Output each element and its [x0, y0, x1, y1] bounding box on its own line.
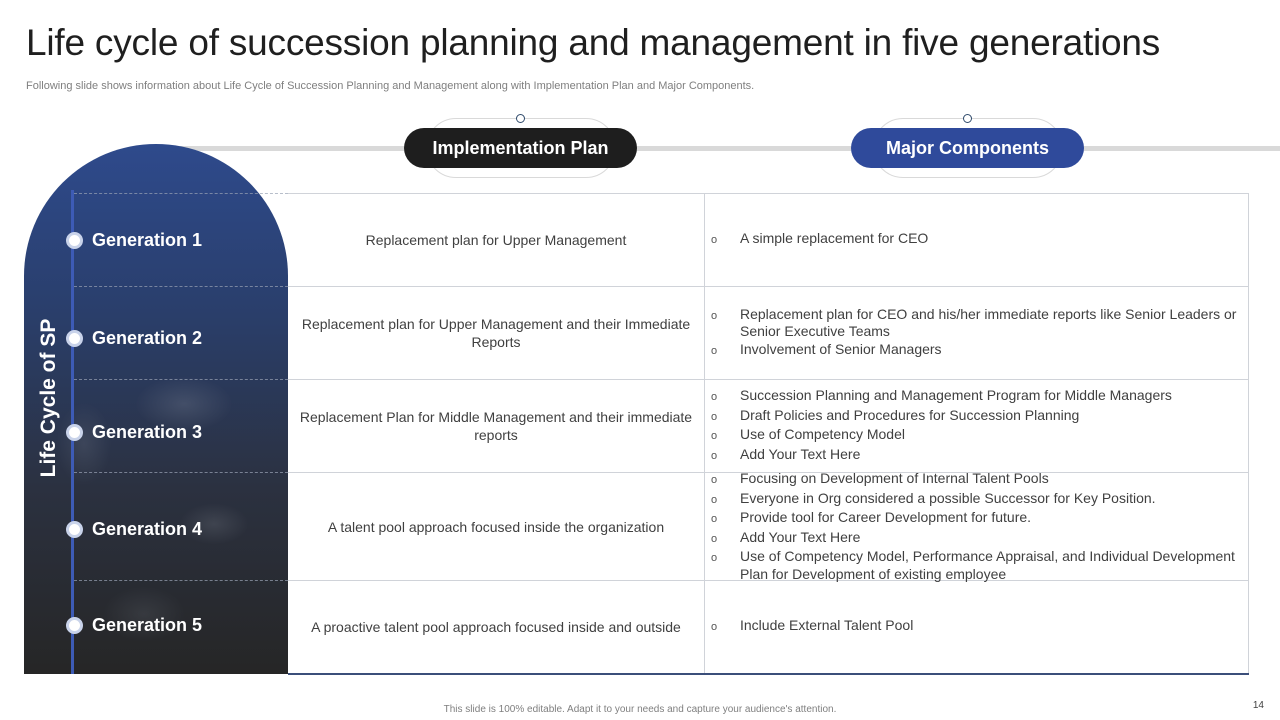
slide-footer-note: This slide is 100% editable. Adapt it to your needs and capture your audience's attention.: [443, 704, 837, 715]
bullet-icon: o: [711, 430, 718, 442]
slide-subtitle: Following slide shows information about Life Cycle of Succession Planning and Management along with Implementation Plan and Major Components.: [26, 80, 755, 92]
implementation-cell: Replacement Plan for Middle Management and their immediate reports: [288, 380, 705, 472]
table-row: [288, 380, 1249, 473]
components-cell: [705, 380, 1249, 472]
table-row: [288, 581, 1249, 675]
generation-label: Generation 5: [92, 614, 203, 635]
page-number: 14: [1252, 700, 1264, 711]
bullet-icon: o: [711, 621, 718, 634]
generation-separator: [74, 286, 288, 287]
table-row: [288, 287, 1249, 380]
generation-separator: [74, 379, 288, 380]
implementation-cell: A talent pool approach focused inside the organization: [288, 473, 705, 580]
component-item: [711, 617, 1245, 637]
component-text: Draft Policies and Procedures for Succession Planning: [740, 406, 1080, 423]
components-cell: [705, 194, 1249, 286]
generations-table: [288, 193, 1249, 674]
bullet-icon: o: [711, 474, 718, 486]
component-text: Replacement plan for CEO and his/her immediate reports like Senior Leaders or Senior Executive Teams: [740, 305, 1237, 340]
generation-dot-icon: [66, 232, 83, 249]
generation-separator: [74, 472, 288, 473]
component-text: Succession Planning and Management Program for Middle Managers: [740, 387, 1172, 403]
component-item: [711, 509, 1245, 529]
generation-separator: [74, 580, 288, 581]
bullet-icon: o: [711, 493, 718, 506]
component-item: [711, 230, 1245, 250]
bullet-icon: o: [711, 234, 718, 247]
lifecycle-vertical-label: Life Cycle of SP: [37, 318, 60, 478]
component-item: [711, 387, 1245, 407]
generation-label: Generation 1: [92, 229, 203, 250]
components-marker-dot: [963, 114, 972, 123]
bullet-icon: o: [711, 344, 718, 357]
generation-label: Generation 3: [92, 421, 203, 442]
components-cell: [705, 581, 1249, 673]
generation-marker: [66, 613, 202, 637]
bullet-icon: o: [711, 532, 718, 545]
bullet-icon: o: [711, 513, 718, 525]
generation-marker: [66, 420, 202, 444]
component-text: Everyone in Org considered a possible Successor for Key Position.: [740, 489, 1156, 506]
table-row: [288, 194, 1249, 287]
component-text: Include External Talent Pool: [740, 617, 914, 634]
major-components-header: Major Components: [851, 128, 1084, 168]
implementation-plan-header: Implementation Plan: [404, 128, 637, 168]
generation-separator: [74, 193, 288, 194]
header-divider-line: [180, 146, 1280, 151]
implementation-cell: Replacement plan for Upper Management: [288, 194, 705, 286]
lifecycle-arch-panel: [24, 144, 288, 674]
component-item: [711, 407, 1245, 427]
meeting-photo-background: [24, 144, 288, 674]
table-row: [288, 470, 1249, 582]
components-cell: [705, 287, 1249, 379]
generation-dot-icon: [66, 424, 83, 441]
implementation-cell: A proactive talent pool approach focused inside and outside: [288, 581, 705, 673]
component-text: Focusing on Development of Internal Talent Pools: [740, 470, 1049, 486]
component-item: [711, 341, 1245, 361]
generation-label: Generation 2: [92, 327, 203, 348]
bullet-icon: o: [711, 309, 718, 322]
component-text: Involvement of Senior Managers: [740, 340, 942, 357]
implementation-marker-dot: [516, 114, 525, 123]
bullet-icon: o: [711, 391, 718, 403]
component-item: [711, 306, 1245, 341]
component-item: [711, 470, 1245, 490]
components-cell: [705, 470, 1249, 582]
generation-marker: [66, 517, 202, 541]
component-item: [711, 548, 1245, 583]
component-item: [711, 446, 1245, 466]
implementation-cell: Replacement plan for Upper Management and their Immediate Reports: [288, 287, 705, 379]
generation-dot-icon: [66, 521, 83, 538]
generation-dot-icon: [66, 617, 83, 634]
generation-dot-icon: [66, 330, 83, 347]
bullet-icon: o: [711, 449, 718, 462]
component-text: Use of Competency Model: [740, 426, 905, 442]
component-item: [711, 529, 1245, 549]
bullet-icon: o: [711, 552, 718, 564]
component-text: Add Your Text Here: [740, 528, 861, 545]
component-item: [711, 426, 1245, 446]
component-text: Add Your Text Here: [740, 445, 861, 462]
bullet-icon: o: [711, 410, 718, 423]
component-text: Use of Competency Model, Performance Appraisal, and Individual Development Plan for Development of existing employee: [740, 548, 1235, 582]
component-text: Provide tool for Career Development for future.: [740, 509, 1032, 525]
generation-marker: [66, 228, 202, 252]
generation-label: Generation 4: [92, 518, 203, 539]
generation-marker: [66, 326, 202, 350]
component-item: [711, 490, 1245, 510]
slide-title: Life cycle of succession planning and management in five generations: [26, 22, 1161, 63]
component-text: A simple replacement for CEO: [740, 230, 929, 247]
